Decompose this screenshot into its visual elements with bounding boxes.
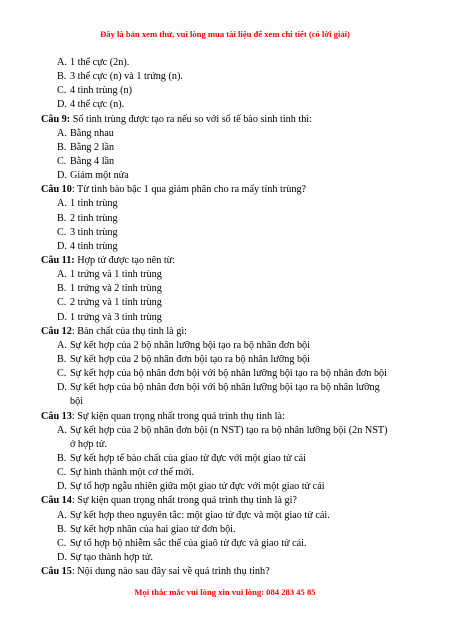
option-text: Sự kết hợp của bộ nhân đơn bội với bộ nhân lưỡng bội tạo ra bộ nhân đơn bội <box>70 368 387 380</box>
answer-option <box>41 240 411 254</box>
answer-option <box>41 155 411 169</box>
question-number: Câu 13 <box>41 410 72 422</box>
answer-option <box>41 509 411 523</box>
option-letter: B. <box>57 283 67 295</box>
question-list <box>41 56 411 579</box>
option-letter: B. <box>57 353 67 365</box>
answer-option <box>41 424 411 438</box>
answer-option <box>41 169 411 183</box>
option-letter: A. <box>57 57 67 68</box>
option-letter: C. <box>57 155 67 167</box>
answer-option <box>41 127 411 141</box>
option-text: Sự kết hợp nhân của hai giao tử đơn bội. <box>70 523 236 535</box>
option-letter: D. <box>57 99 67 111</box>
answer-option <box>41 141 411 155</box>
option-letter: A. <box>57 509 67 521</box>
question-text: : Sự kiện quan trọng nhất trong quá trình thụ tinh là: <box>71 410 285 422</box>
option-letter: C. <box>57 297 67 309</box>
option-letter: D. <box>57 382 67 394</box>
question-number: Câu 15 <box>41 566 72 578</box>
answer-option <box>41 212 411 226</box>
answer-option <box>41 367 411 381</box>
option-letter: D. <box>57 240 67 252</box>
answer-option <box>41 296 411 310</box>
answer-option <box>41 268 411 282</box>
answer-option <box>41 282 411 296</box>
option-text: 1 trứng và 3 tinh trùng <box>70 311 162 323</box>
option-text: Sự tạo thành hợp tử. <box>70 551 153 563</box>
option-letter: C. <box>57 226 67 238</box>
answer-option <box>41 339 411 353</box>
question-number: Câu 12 <box>41 325 72 337</box>
question-heading <box>41 410 411 424</box>
answer-option <box>41 551 411 565</box>
question-heading <box>41 254 411 268</box>
option-text: Sự hình thành một cơ thể mới. <box>70 467 195 479</box>
option-letter: A. <box>57 424 67 436</box>
answer-option <box>41 70 411 84</box>
answer-option <box>41 311 411 325</box>
contact-footer-banner: Mọi thắc mắc vui lòng xin vui lòng: 084 283 45 85 <box>134 587 316 597</box>
option-text: 1 tinh trùng <box>70 198 118 210</box>
answer-option <box>41 98 411 112</box>
option-text: Sự tổ hợp bộ nhiễm sắc thể của giaô tử đực và giao tử cái. <box>70 537 307 549</box>
answer-option <box>41 466 411 480</box>
option-letter: D. <box>57 551 67 563</box>
answer-option <box>41 226 411 240</box>
answer-option <box>41 381 411 395</box>
option-letter: A. <box>57 339 67 351</box>
question-number: Câu 9: <box>41 113 71 125</box>
option-text: 3 thể cực (n) và 1 trứng (n). <box>70 71 183 83</box>
question-heading <box>41 113 411 127</box>
question-text: Số tinh trùng được tạo ra nếu so với số tế bào sinh tinh thì: <box>70 113 312 125</box>
answer-option <box>41 353 411 367</box>
option-text: Bằng nhau <box>70 127 114 139</box>
option-text: 4 tinh trùng (n) <box>70 85 132 97</box>
option-text: Sự kết hợp của 2 bộ nhân lưỡng bội tạo ra bộ nhân đơn bội <box>70 339 310 351</box>
answer-option <box>41 523 411 537</box>
option-letter: B. <box>57 141 67 153</box>
option-letter: C. <box>57 368 67 380</box>
option-text: 1 trứng và 2 tinh trùng <box>70 283 162 295</box>
option-text: 2 tinh trùng <box>70 212 118 224</box>
option-text: Sự kết hợp của 2 bộ nhân đơn bội (n NST) tạo ra bộ nhân lưỡng bội (2n NST) <box>70 424 388 436</box>
option-letter: D. <box>57 311 67 323</box>
option-continuation: bội <box>70 396 84 408</box>
question-heading <box>41 183 411 197</box>
question-text: Hợp tử được tạo nên từ: <box>74 254 176 266</box>
option-letter: C. <box>57 537 67 549</box>
option-letter: D. <box>57 170 67 182</box>
option-text: Sự kết hợp của 2 bộ nhân đơn bội tạo ra bộ nhân lưỡng bội <box>70 353 310 365</box>
option-text: Giảm một nửa <box>70 170 129 182</box>
option-text: Sự tổ hợp ngẫu nhiên giữa một giao tử đực với một giao tử cái <box>70 481 325 493</box>
option-letter: D. <box>57 481 67 493</box>
option-letter: B. <box>57 212 67 224</box>
answer-option <box>41 197 411 211</box>
option-text: 4 thể cực (n). <box>70 99 125 111</box>
question-number: Câu 10 <box>41 184 72 196</box>
option-text: 1 trứng và 1 tinh trùng <box>70 269 162 281</box>
option-letter: B. <box>57 452 67 464</box>
option-text: Sự kết hợp của bộ nhân đơn bội với bộ nhân lưỡng bội tạo ra bộ nhân lưỡng <box>70 382 380 394</box>
question-text: : Nội dung nào sau đây sai về quá trình thụ tinh? <box>71 566 270 578</box>
option-text: 3 tinh trùng <box>70 226 118 238</box>
option-letter: B. <box>57 71 67 83</box>
answer-option <box>41 537 411 551</box>
option-text: 2 trứng và 1 tinh trùng <box>70 297 162 309</box>
option-letter: A. <box>57 269 67 281</box>
answer-option <box>41 56 411 70</box>
option-text: Sự kết hợp tế bào chất của giao tử đực với một giao tử cái <box>70 452 306 464</box>
option-continuation: ở hợp tử. <box>70 438 107 450</box>
question-number: Câu 14 <box>41 495 72 507</box>
question-heading <box>41 565 411 579</box>
preview-notice-banner: Đây là bản xem thử, vui lòng mua tài liệu để xem chi tiết (có lời giải) <box>100 29 350 39</box>
question-number: Câu 11: <box>41 254 75 266</box>
option-text: 1 thể cực (2n). <box>70 57 130 68</box>
question-text: : Sự kiện quan trọng nhất trong quá trình thụ tinh là gì? <box>71 495 297 507</box>
option-letter: A. <box>57 127 67 139</box>
option-text: Bằng 2 lần <box>70 141 115 153</box>
answer-option <box>41 452 411 466</box>
question-heading <box>41 325 411 339</box>
option-text: 4 tinh trùng <box>70 240 118 252</box>
option-letter: C. <box>57 467 67 479</box>
question-text: : Bản chất của thụ tinh là gì: <box>71 325 188 337</box>
option-letter: C. <box>57 85 67 97</box>
answer-option <box>41 84 411 98</box>
answer-option <box>41 480 411 494</box>
option-letter: A. <box>57 198 67 210</box>
option-text: Sự kết hợp theo nguyên tắc: một giao tử đực và một giao tử cái. <box>70 509 330 521</box>
question-text: : Từ tinh bào bậc 1 qua giảm phân cho ra mấy tinh trùng? <box>71 184 307 196</box>
question-heading <box>41 494 411 508</box>
option-text: Bằng 4 lần <box>70 155 115 167</box>
option-letter: B. <box>57 523 67 535</box>
